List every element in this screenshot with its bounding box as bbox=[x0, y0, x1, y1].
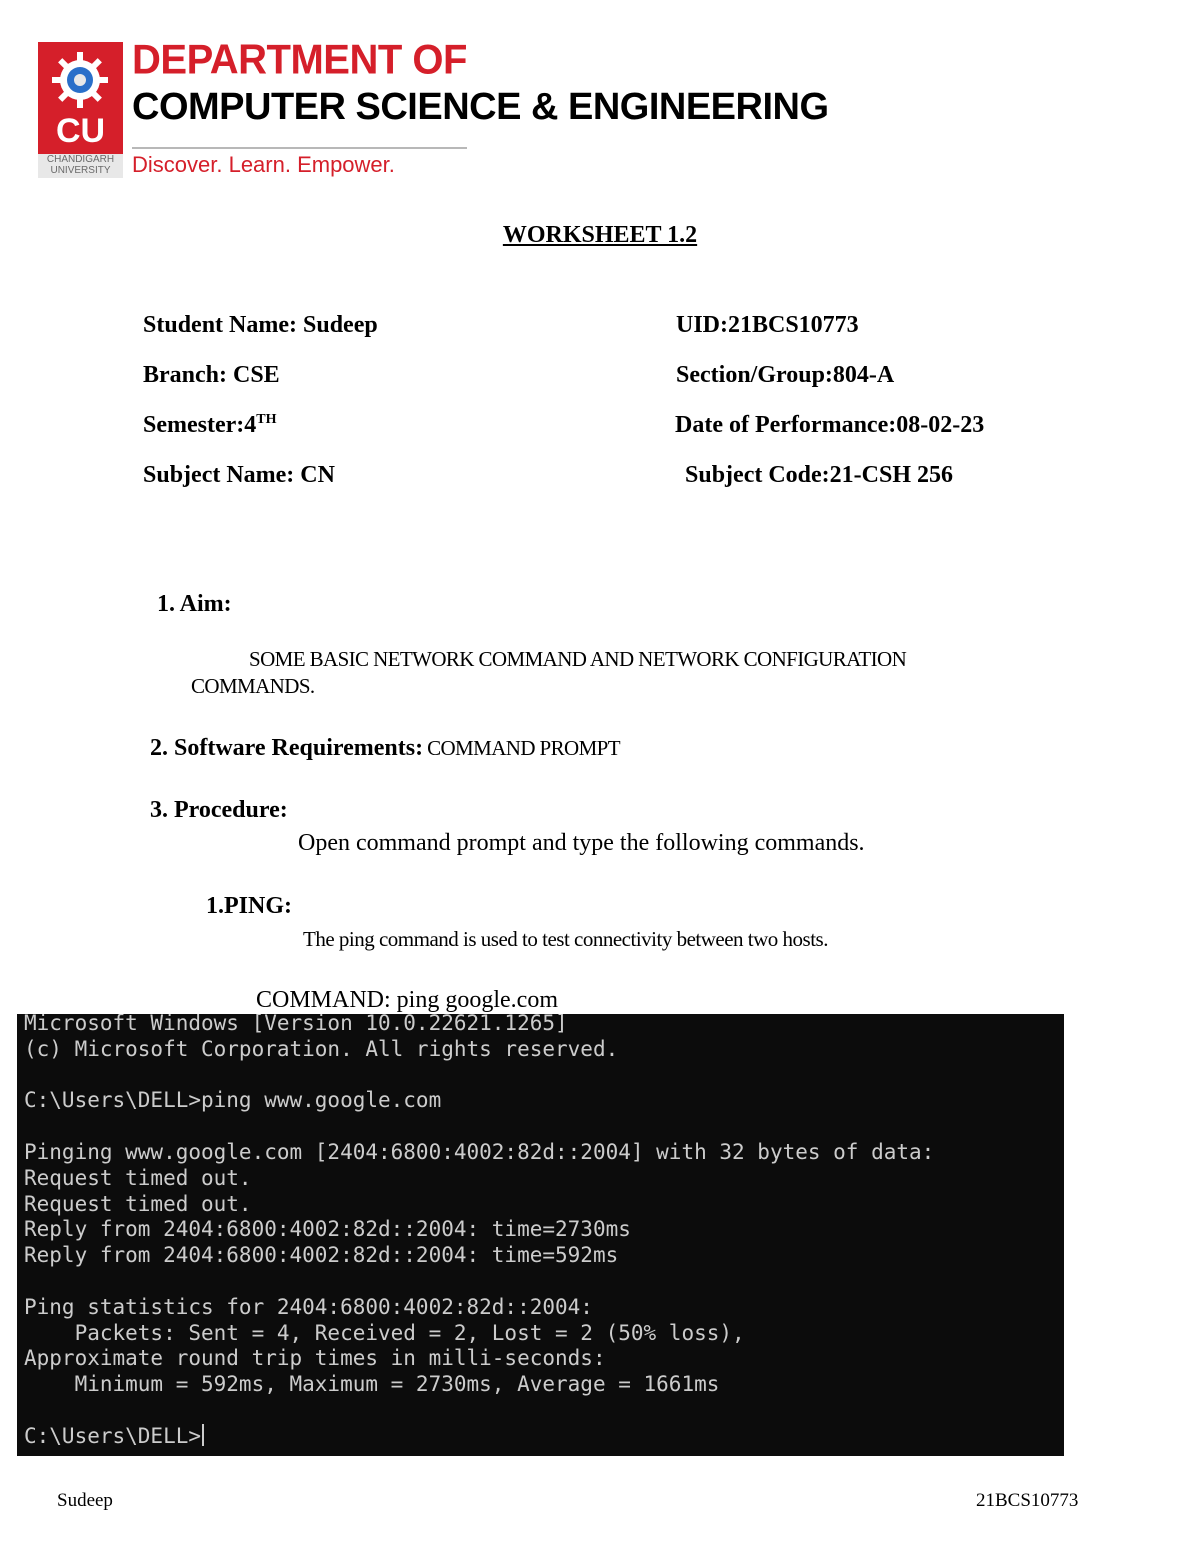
section-group: Section/Group:804-A bbox=[676, 362, 895, 388]
ping-command-label: COMMAND: ping google.com bbox=[256, 987, 558, 1013]
terminal-output bbox=[24, 1014, 934, 1450]
terminal-line: C:\Users\DELL>ping www.google.com bbox=[24, 1088, 442, 1113]
software-requirements bbox=[150, 735, 620, 762]
terminal-line: (c) Microsoft Corporation. All rights reserved. bbox=[24, 1036, 619, 1061]
department-heading: DEPARTMENT OF bbox=[132, 36, 467, 84]
ping-heading: 1.PING: bbox=[206, 893, 292, 919]
terminal-line: Request timed out. bbox=[24, 1191, 252, 1216]
logo-initials: CU bbox=[55, 112, 106, 150]
terminal-line: Reply from 2404:6800:4002:82d::2004: time=2730ms bbox=[24, 1217, 631, 1242]
terminal-line: Ping statistics for 2404:6800:4002:82d::2004: bbox=[24, 1294, 593, 1319]
aim-text-line1: SOME BASIC NETWORK COMMAND AND NETWORK CONFIGURATION bbox=[249, 647, 907, 671]
terminal-line: Packets: Sent = 4, Received = 2, Lost = 2 (50% loss), bbox=[74, 1320, 745, 1345]
terminal-line: Reply from 2404:6800:4002:82d::2004: time=592ms bbox=[24, 1243, 619, 1268]
header-divider bbox=[132, 147, 467, 149]
subject-name: Subject Name: CN bbox=[143, 462, 335, 488]
worksheet-title: WORKSHEET 1.2 bbox=[502, 222, 698, 248]
student-uid: UID:21BCS10773 bbox=[676, 312, 859, 338]
date-of-performance: Date of Performance:08-02-23 bbox=[675, 412, 985, 438]
footer-uid: 21BCS10773 bbox=[976, 1490, 1079, 1511]
subject-code: Subject Code:21-CSH 256 bbox=[685, 462, 953, 488]
semester: Semester:4TH bbox=[143, 412, 277, 438]
logo-university-name: CHANDIGARH UNIVERSITY bbox=[38, 154, 123, 178]
department-subheading: COMPUTER SCIENCE & ENGINEERING bbox=[132, 86, 829, 128]
terminal-line: Pinging www.google.com [2404:6800:4002:82d::2004] with 32 bytes of data: bbox=[24, 1139, 935, 1164]
terminal-line: Microsoft Windows [Version 10.0.22621.1265] bbox=[24, 1014, 568, 1035]
terminal-line: Request timed out. bbox=[24, 1165, 252, 1190]
aim-heading: 1. Aim: bbox=[157, 591, 232, 617]
tagline: Discover. Learn. Empower. bbox=[132, 152, 395, 177]
gear-emblem-icon bbox=[48, 48, 112, 112]
terminal-prompt: C:\Users\DELL> bbox=[24, 1423, 202, 1448]
branch: Branch: CSE bbox=[143, 362, 280, 388]
software-value: COMMAND PROMPT bbox=[427, 736, 620, 760]
procedure-text: Open command prompt and type the following commands. bbox=[298, 830, 865, 856]
footer-student-name: Sudeep bbox=[57, 1490, 113, 1511]
terminal-line: Minimum = 592ms, Maximum = 2730ms, Average = 1661ms bbox=[74, 1372, 720, 1397]
command-prompt-screenshot bbox=[17, 1014, 1064, 1456]
terminal-cursor bbox=[202, 1424, 204, 1446]
aim-text-line2: COMMANDS. bbox=[191, 674, 315, 698]
university-logo bbox=[38, 42, 123, 178]
procedure-heading: 3. Procedure: bbox=[150, 797, 288, 823]
ping-description: The ping command is used to test connectivity between two hosts. bbox=[303, 927, 828, 951]
terminal-line: Approximate round trip times in milli-seconds: bbox=[24, 1346, 606, 1371]
software-heading: 2. Software Requirements: bbox=[150, 735, 424, 761]
student-name: Student Name: Sudeep bbox=[143, 312, 378, 338]
